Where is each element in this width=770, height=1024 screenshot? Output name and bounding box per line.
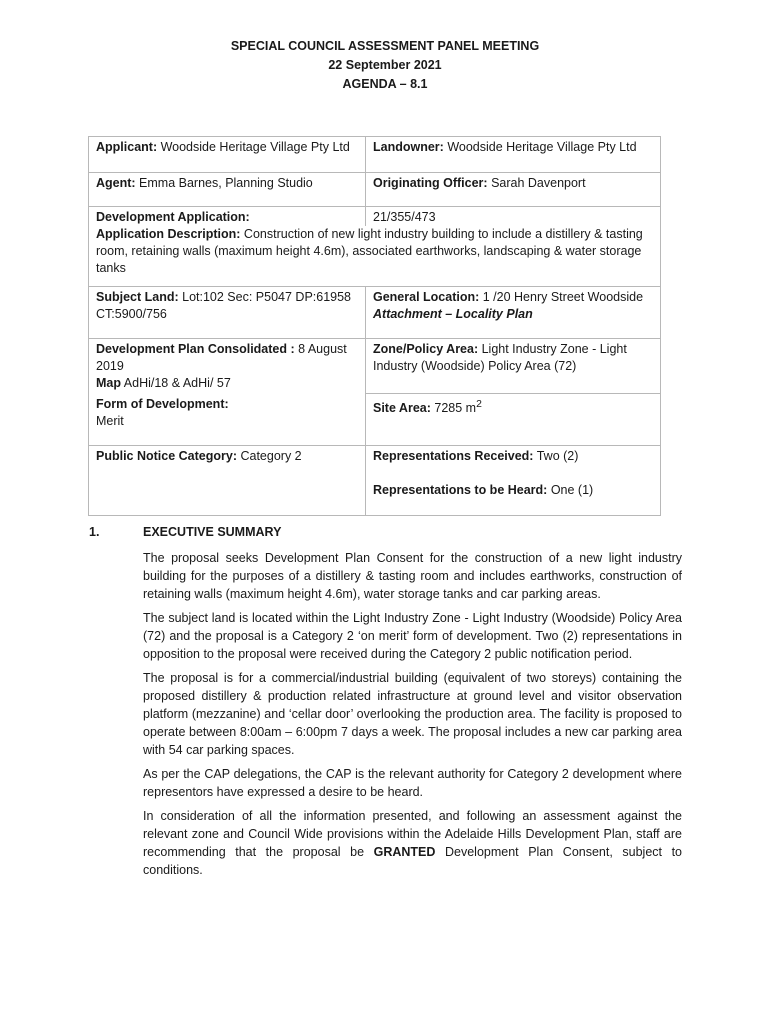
- devapp-value-cell: [366, 207, 661, 227]
- map-value: AdHi/18 & AdHi/ 57: [121, 375, 231, 390]
- attachment-link: Attachment – Locality Plan: [373, 306, 533, 321]
- zone-label: Zone/Policy Area:: [373, 341, 479, 356]
- devplan-cell: [89, 338, 366, 394]
- meeting-title: SPECIAL COUNCIL ASSESSMENT PANEL MEETING: [230, 39, 540, 53]
- form-cell: [89, 394, 366, 446]
- subject-land-cell: [89, 286, 366, 338]
- p5-granted: GRANTED: [373, 845, 436, 859]
- subject-land-value: Lot:102 Sec: P5047 DP:61958 CT:5900/756: [96, 289, 352, 321]
- reps-heard-value: One (1): [547, 483, 594, 497]
- reps-heard-label: Representations to be Heard:: [373, 483, 548, 497]
- devplan-value: 8 August 2019: [96, 341, 347, 373]
- site-area-value: 7285 m: [430, 401, 477, 416]
- application-details-table: [88, 136, 661, 516]
- notice-cell: [89, 446, 366, 516]
- app-description-value: Construction of new light industry building to include a distillery & tasting room, retaining walls (maximum height 4.6m), associated earthworks, landscaping & water storage tanks: [96, 227, 643, 275]
- officer-cell: [366, 173, 661, 207]
- subject-land-label: Subject Land:: [96, 289, 179, 304]
- landowner-cell: [366, 137, 661, 173]
- app-description-cell: [89, 226, 661, 286]
- officer-label: Originating Officer:: [373, 176, 488, 190]
- site-area-cell: [366, 394, 661, 446]
- devapp-label: Development Application:: [96, 210, 250, 224]
- notice-value: Category 2: [237, 449, 302, 463]
- landowner-label: Landowner:: [373, 140, 444, 154]
- devapp-label-cell: [89, 207, 366, 227]
- landowner-value: Woodside Heritage Village Pty Ltd: [443, 140, 637, 154]
- reps-received-label: Representations Received:: [373, 449, 534, 463]
- devplan-label: Development Plan Consolidated :: [96, 341, 295, 356]
- agent-label: Agent:: [96, 176, 136, 190]
- meeting-date: 22 September 2021: [328, 58, 442, 72]
- applicant-label: Applicant:: [96, 140, 158, 154]
- map-label: Map: [96, 375, 121, 390]
- site-area-unit-sup: 2: [476, 399, 482, 410]
- agenda-item: AGENDA – 8.1: [342, 77, 428, 91]
- zone-value: Light Industry Zone - Light Industry (Woodside) Policy Area (72): [373, 341, 627, 373]
- officer-value: Sarah Davenport: [487, 176, 586, 190]
- summary-paragraph-2: The subject land is located within the Light Industry Zone - Light Industry (Woodside) Policy Area (72) and the proposal is a Category 2 ‘on merit’ form of development. Two (2) representations in opposition to the proposal were received during the Category 2 public notification period.: [143, 611, 682, 661]
- section-title: EXECUTIVE SUMMARY: [143, 525, 282, 539]
- summary-paragraph-4: As per the CAP delegations, the CAP is the relevant authority for Category 2 development where representors have expressed a desire to be heard.: [143, 767, 682, 799]
- location-cell: [366, 286, 661, 338]
- agent-value: Emma Barnes, Planning Studio: [135, 176, 313, 190]
- section-number: 1.: [89, 525, 100, 539]
- site-area-label: Site Area:: [373, 401, 431, 416]
- app-description-label: Application Description:: [96, 227, 241, 241]
- summary-paragraph-3: The proposal is for a commercial/industrial building (equivalent of two storeys) containing the proposed distillery & production related infrastructure at ground level and visitor observation platform (mezzanine) and ‘cellar door’ overlooking the production area. The facility is proposed to operate between 8:00am – 6:00pm 7 days a week. The proposal includes a new car parking area with 54 car parking spaces.: [143, 671, 682, 757]
- summary-paragraph-5: [143, 807, 682, 879]
- zone-cell: [366, 338, 661, 394]
- p5-start: In consideration of all the information presented, and following an assessment against the relevant zone and Council Wide provisions within the Adelaide Hills Development Plan, staff are recommending that the proposal be: [143, 809, 682, 859]
- form-label: Form of Development:: [96, 396, 229, 411]
- devapp-value: 21/355/473: [373, 210, 436, 224]
- location-value: 1 /20 Henry Street Woodside: [479, 289, 644, 304]
- form-value: Merit: [96, 413, 124, 428]
- agent-cell: [89, 173, 366, 207]
- applicant-value: Woodside Heritage Village Pty Ltd: [157, 140, 350, 154]
- applicant-cell: [89, 137, 366, 173]
- reps-received-value: Two (2): [533, 449, 579, 463]
- representations-cell: [366, 446, 661, 516]
- location-label: General Location:: [373, 289, 480, 304]
- notice-label: Public Notice Category:: [96, 449, 237, 463]
- summary-paragraph-1: The proposal seeks Development Plan Consent for the construction of a new light industry building for the purposes of a distillery & tasting room and includes earthworks, construction of retaining walls (maximum height 4.6m), water storage tanks and car parking areas.: [143, 551, 682, 601]
- p5-end: Development Plan Consent, subject to conditions.: [143, 845, 682, 877]
